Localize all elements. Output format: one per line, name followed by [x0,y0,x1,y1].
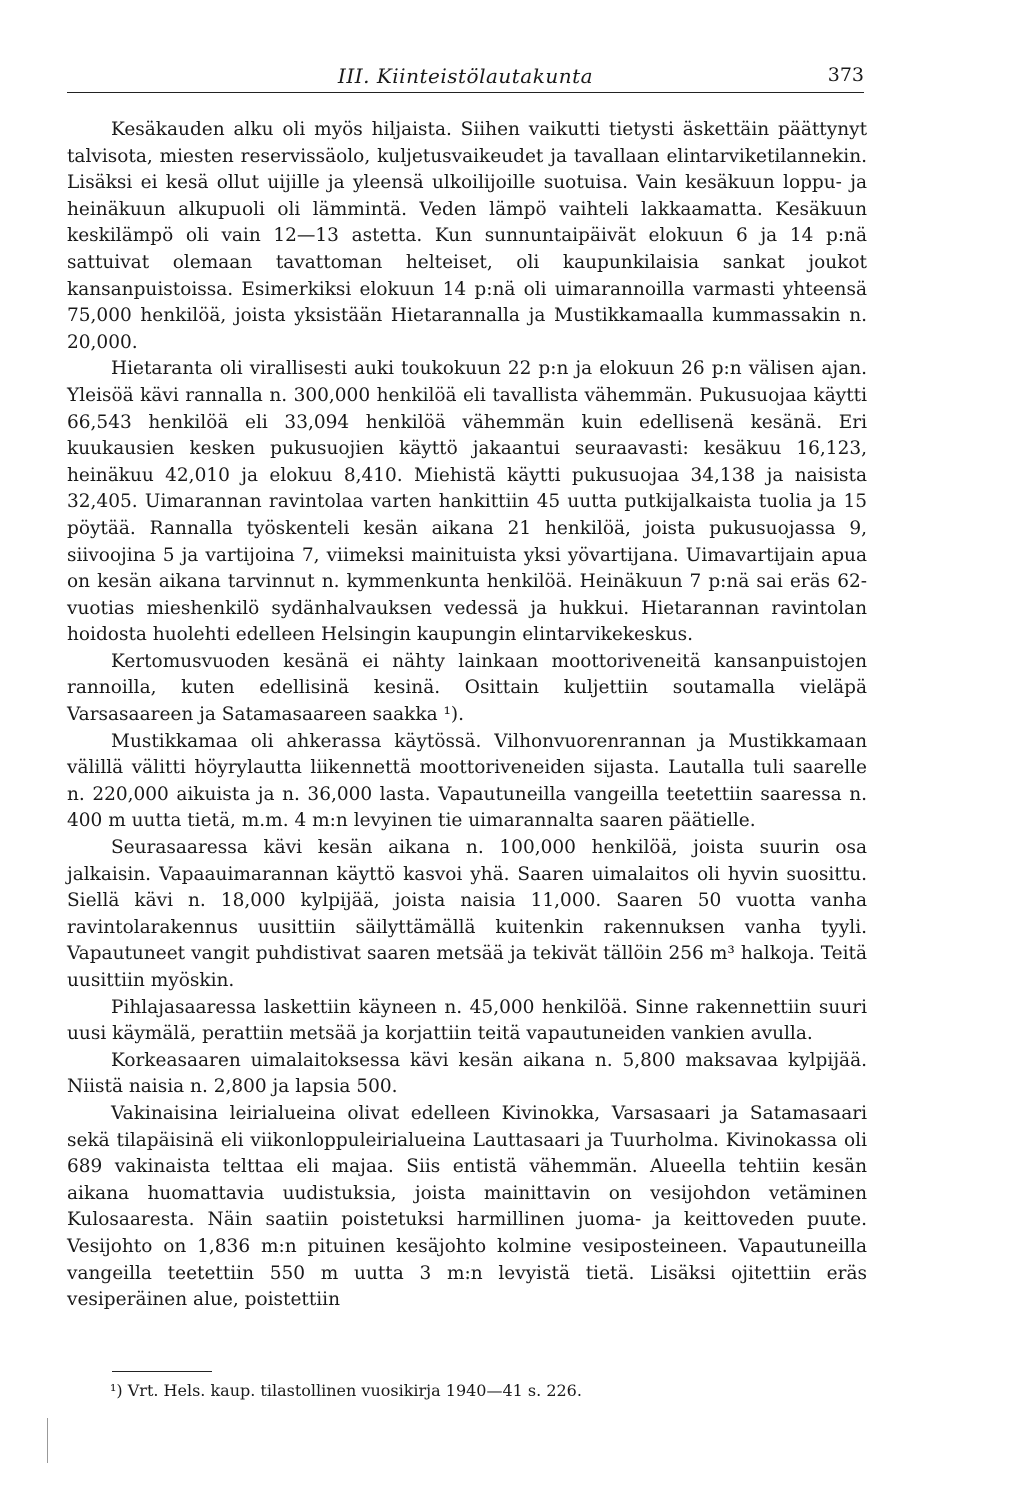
paragraph: Kertomusvuoden kesänä ei nähty lainkaan moottoriveneitä kansanpuistojen rannoilla, kuten edellisinä kesinä. Osittain kuljettiin soutamalla vieläpä Varsasaareen ja Satamasaareen saakka ¹). [67,650,867,726]
paragraph: Korkeasaaren uimalaitoksessa kävi kesän aikana n. 5,800 maksavaa kylpijää. Niistä naisia n. 2,800 ja lapsia 500. [67,1049,867,1098]
footnote: ¹) Vrt. Hels. kaup. tilastollinen vuosikirja 1940—41 s. 226. [110,1381,582,1400]
margin-line [47,1418,48,1463]
running-header [67,62,864,93]
page-number: 373 [827,64,864,86]
paragraph: Hietaranta oli virallisesti auki toukokuun 22 p:n ja elokuun 26 p:n välisen ajan. Yleisöä kävi rannalla n. 300,000 henkilöä eli tavallista vähemmän. Pukusuojaa käytti 66,543 henkilöä eli 33,094 henkilöä vähemmän kuin edellisenä kesänä. Eri kuukausien kesken pukusuojien käyttö jakaantui seuraavasti: kesäkuu 16,123, heinäkuu 42,010 ja elokuu 8,410. Miehistä käytti pukusuojaa 34,138 ja naisista 32,405. Uimarannan ravintolaa varten hankittiin 45 uutta putkijalkaista tuolia ja 15 pöytää. Rannalla työskenteli kesän aikana 21 henkilöä, joista pukusuojassa 9, siivoojina 5 ja vartijoina 7, viimeksi mainituista yksi yövartijana. Uimavartijain apua on kesän aikana tarvinnut n. kymmenkunta henkilöä. Heinäkuun 7 p:nä sai eräs 62-vuotias mieshenkilö sydänhalvauksen vedessä ja hukkui. Hietarannan ravintolan hoidosta huolehti edelleen Helsingin kaupungin elintarvikekeskus. [67,358,867,646]
paragraph: Seurasaaressa kävi kesän aikana n. 100,000 henkilöä, joista suurin osa jalkaisin. Vapaauimarannan käyttö kasvoi yhä. Saaren uimalaitos oli hyvin suosittu. Siellä kävi n. 18,000 kylpijää, joista naisia 11,000. Saaren 50 vuotta vanha ravintolarakennus uusittiin säilyttämällä kuitenkin rakennuksen vanha tyyli. Vapautuneet vangit puhdistivat saaren metsää ja tekivät tällöin 256 m³ halkoja. Teitä uusittiin myöskin. [67,837,867,991]
paragraph: Mustikkamaa oli ahkerassa käytössä. Vilhonvuorenrannan ja Mustikkamaan välillä välitti höyrylautta liikennettä moottoriveneiden sijasta. Lautalla tuli saarelle n. 220,000 aikuista ja n. 36,000 lasta. Vapautuneilla vangeilla teetettiin saaressa n. 400 m uutta tietä, m.m. 4 m:n levyinen tie uimarannalta saaren päätielle. [67,730,867,832]
header-title: III. Kiinteistölautakunta [337,64,594,88]
footnote-divider [112,1371,212,1372]
paragraph: Kesäkauden alku oli myös hiljaista. Siihen vaikutti tietysti äskettäin päättynyt talvisota, miesten reservissäolo, kuljetusvaikeudet ja tavallaan elintarviketilannekin. Lisäksi ei kesä ollut uijille ja yleensä ulkoilijoille suotuisa. Vain kesäkuun loppu- ja heinäkuun alkupuoli oli lämmintä. Veden lämpö vaihteli lakkaamatta. Kesäkuun keskilämpö oli vain 12—13 astetta. Kun sunnuntaipäivät elokuun 6 ja 14 p:nä sattuivat olemaan tavattoman helteiset, oli kaupunkilaisia sankat joukot kansanpuistoissa. Esimerkiksi elokuun 14 p:nä oli uimarannoilla varmasti yhteensä 75,000 henkilöä, joista yksistään Hietarannalla ja Mustikkamaalla kummassakin n. 20,000. [67,119,867,353]
paragraph: Vakinaisina leirialueina olivat edelleen Kivinokka, Varsasaari ja Satamasaari sekä tilapäisinä eli viikonloppuleirialueina Lauttasaari ja Tuurholma. Kivinokassa oli 689 vakinaista telttaa eli majaa. Siis entistä vähemmän. Alueella tehtiin kesän aikana huomattavia uudistuksia, joista mainittavin on vesijohdon vetäminen Kulosaaresta. Näin saatiin poistetuksi harmillinen juoma- ja keittoveden puute. Vesijohto on 1,836 m:n pituinen kesäjohto kolmine vesiposteineen. Vapautuneilla vangeilla teetettiin 550 m uutta 3 m:n levyistä tietä. Lisäksi ojitettiin eräs vesiperäinen alue, poistettiin [67,1102,867,1311]
body-text [67,117,867,1314]
paragraph: Pihlajasaaressa laskettiin käyneen n. 45,000 henkilöä. Sinne rakennettiin suuri uusi käymälä, perattiin metsää ja korjattiin teitä vapautuneiden vankien avulla. [67,996,867,1045]
